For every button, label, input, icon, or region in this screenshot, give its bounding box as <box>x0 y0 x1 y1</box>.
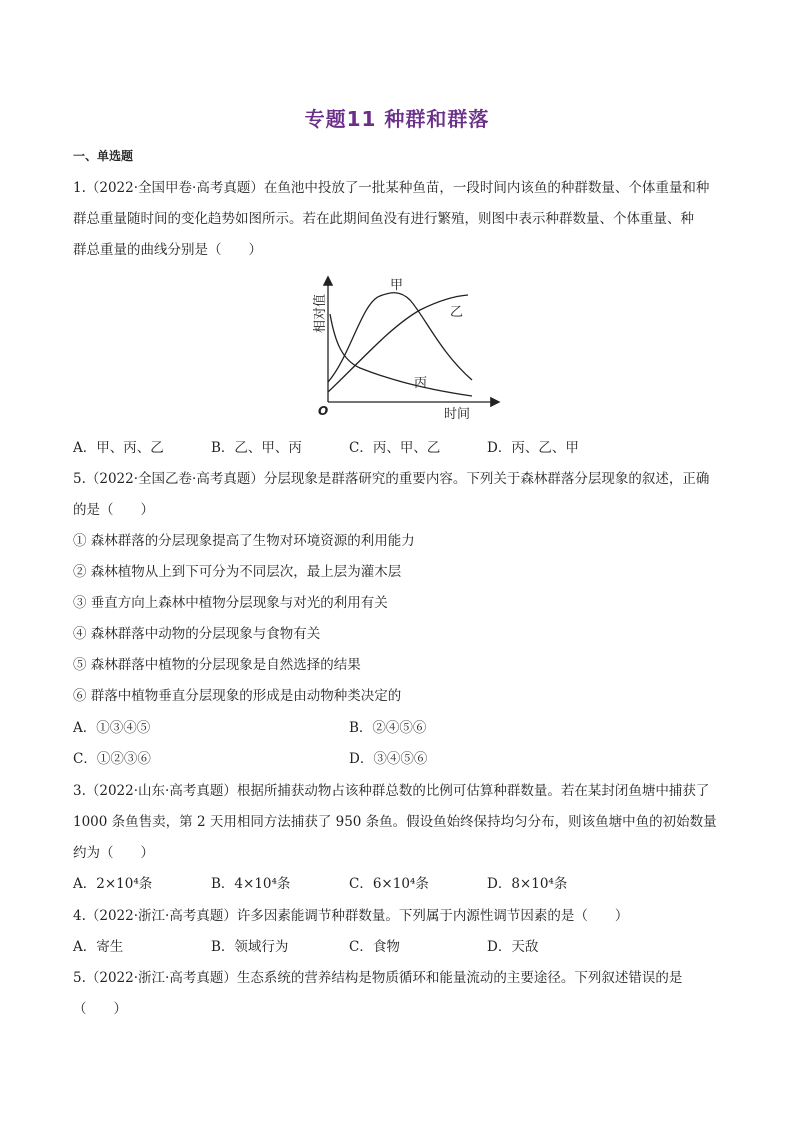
q4-option-d[interactable]: D．天敌 <box>487 939 539 955</box>
q3-option-d[interactable]: D．8×10⁴条 <box>487 876 568 892</box>
q1-line-1: 1.（2022·全国甲卷·高考真题）在鱼池中投放了一批某种鱼苗，一段时间内该鱼的种群数量、个体重量和种 <box>73 180 710 196</box>
section-heading: 一、单选题 <box>73 149 134 163</box>
q2-option-b[interactable]: B．②④⑤⑥ <box>349 720 427 736</box>
q1-line-2: 群总重量随时间的变化趋势如图所示。若在此期间鱼没有进行繁殖，则图中表示种群数量、个体重量、种 <box>73 211 694 227</box>
q1-option-a[interactable]: A．甲、丙、乙 <box>73 440 164 456</box>
curve-label-bing: 丙 <box>414 376 428 391</box>
q2-statement-3: ③ 垂直方向上森林中植物分层现象与对光的利用有关 <box>73 595 388 611</box>
q5-line-2: （ ） <box>73 1001 127 1017</box>
population-curve-figure <box>300 272 510 424</box>
y-axis-label: 相对值 <box>313 294 328 334</box>
q2-option-c[interactable]: C．①②③⑥ <box>73 751 151 767</box>
q2-statement-2: ② 森林植物从上到下可分为不同层次，最上层为灌木层 <box>73 564 402 580</box>
x-axis-label: 时间 <box>444 407 471 422</box>
q1-option-b[interactable]: B．乙、甲、丙 <box>211 440 302 456</box>
q2-option-a[interactable]: A．①③④⑤ <box>73 720 151 736</box>
q2-statement-1: ① 森林群落的分层现象提高了生物对环境资源的利用能力 <box>73 533 415 549</box>
q3-line-1: 3.（2022·山东·高考真题）根据所捕获动物占该种群总数的比例可估算种群数量。若在某封闭鱼塘中捕获了 <box>73 783 710 799</box>
curve-bing <box>330 314 472 396</box>
q5-line-1: 5.（2022·浙江·高考真题）生态系统的营养结构是物质循环和能量流动的主要途径。下列叙述错误的是 <box>73 970 683 986</box>
origin-label: O <box>318 404 329 418</box>
q3-option-a[interactable]: A．2×10⁴条 <box>73 876 153 892</box>
q1-option-c[interactable]: C．丙、甲、乙 <box>349 440 441 456</box>
q4-option-b[interactable]: B．领域行为 <box>211 939 289 955</box>
curve-label-yi: 乙 <box>450 305 464 320</box>
q2-statement-5: ⑤ 森林群落中植物的分层现象是自然选择的结果 <box>73 657 361 673</box>
q3-option-b[interactable]: B．4×10⁴条 <box>211 876 291 892</box>
q4-line-1: 4.（2022·浙江·高考真题）许多因素能调节种群数量。下列属于内源性调节因素的是（ ） <box>73 908 629 924</box>
curve-yi <box>328 295 468 392</box>
q2-line-2: 的是（ ） <box>73 502 154 518</box>
q1-line-3: 群总重量的曲线分别是（ ） <box>73 242 262 258</box>
q2-option-d[interactable]: D．③④⑤⑥ <box>349 751 428 767</box>
q3-line-3: 约为（ ） <box>73 845 154 861</box>
q2-statement-4: ④ 森林群落中动物的分层现象与食物有关 <box>73 626 321 642</box>
q3-line-2: 1000 条鱼售卖，第 2 天用相同方法捕获了 950 条鱼。假设鱼始终保持均匀分布，则该鱼塘中鱼的初始数量 <box>73 814 717 830</box>
q2-line-1: 5.（2022·全国乙卷·高考真题）分层现象是群落研究的重要内容。下列关于森林群落分层现象的叙述，正确 <box>73 471 710 487</box>
q3-option-c[interactable]: C．6×10⁴条 <box>349 876 429 892</box>
q4-option-c[interactable]: C．食物 <box>349 939 400 955</box>
q4-option-a[interactable]: A．寄生 <box>73 939 124 955</box>
page-title: 专题11 种群和群落 <box>304 107 490 131</box>
curve-label-jia: 甲 <box>390 278 404 293</box>
q2-statement-6: ⑥ 群落中植物垂直分层现象的形成是由动物种类决定的 <box>73 688 402 704</box>
q1-option-d[interactable]: D．丙、乙、甲 <box>487 440 579 456</box>
